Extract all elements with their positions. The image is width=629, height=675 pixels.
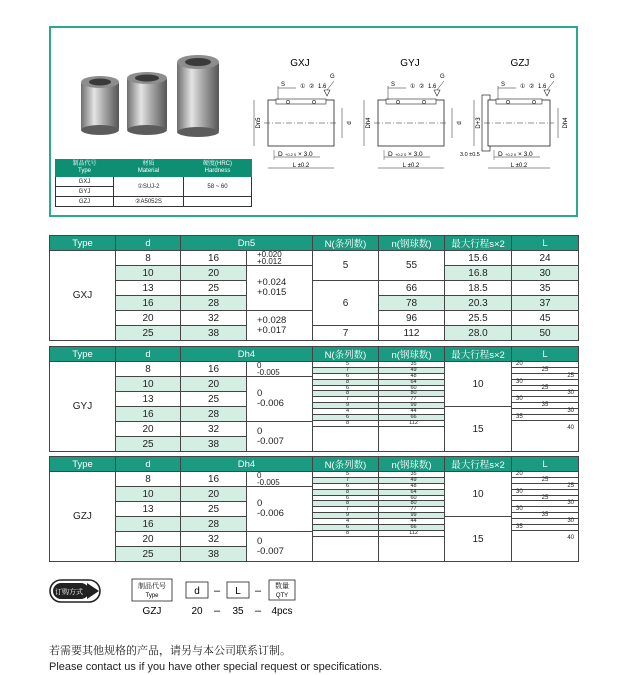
D-cell: 25 (181, 502, 247, 517)
N-value: 6 (313, 525, 378, 531)
tolerance-cell: +0.024 +0.015 (247, 266, 313, 311)
n-value: 80 (379, 501, 444, 507)
tolerance-cell: +0.020 +0.012 (247, 251, 313, 266)
L-cell: 50 (512, 326, 579, 341)
N-value: 7 (313, 368, 378, 374)
n-list-cell (379, 472, 445, 562)
svg-text:+0.2 0: +0.2 0 (395, 152, 407, 157)
d-cell: 13 (116, 392, 181, 407)
N-cell: 6 (313, 281, 379, 326)
d-cell: 20 (116, 532, 181, 547)
L-cell: 30 (512, 266, 579, 281)
svg-text:L: L (235, 586, 241, 597)
N-value: 4 (313, 409, 378, 415)
n-value: 35 (379, 472, 444, 478)
L-value: 30 (512, 490, 578, 496)
n-value: 48 (379, 484, 444, 490)
header-d: d (116, 236, 181, 251)
hardness-cell: 58 ~ 60 (184, 177, 252, 197)
material-cell: ②A5052S (114, 197, 184, 207)
D-cell: 28 (181, 517, 247, 532)
stroke-cell: 10 (445, 362, 512, 407)
d-cell: 16 (116, 407, 181, 422)
L-value: 40 (567, 534, 574, 541)
N-value: 8 (313, 421, 378, 427)
L-value: 30 (512, 397, 578, 403)
N-cell: 7 (313, 326, 379, 341)
svg-text:①: ① (410, 84, 416, 90)
svg-text:–: – (213, 585, 221, 597)
d-cell: 13 (116, 281, 181, 296)
d-cell: 25 (116, 437, 181, 452)
svg-text:G: G (330, 74, 335, 80)
n-value: 112 (379, 531, 444, 537)
svg-text:d: d (194, 586, 200, 597)
svg-text:+0.2 0: +0.2 0 (285, 152, 297, 157)
svg-text:L ±0.2: L ±0.2 (402, 163, 420, 169)
L-value: 30 (512, 391, 578, 397)
material-cell: ①SUJ-2 (114, 177, 184, 197)
bushing-photo (75, 52, 235, 147)
header-type: Type (50, 457, 116, 472)
svg-text:d: d (457, 121, 463, 125)
svg-text:①: ① (520, 84, 526, 90)
drawing-title: GZJ (510, 58, 530, 69)
L-value: 25 (512, 368, 578, 374)
tolerance-cell: 0 -0.006 (247, 377, 313, 422)
d-cell: 10 (116, 487, 181, 502)
D-cell: 16 (181, 362, 247, 377)
N-value: 6 (313, 484, 378, 490)
svg-text:35: 35 (232, 606, 244, 617)
drawing-title: GXJ (290, 58, 310, 69)
L-value: 25 (512, 496, 578, 502)
header-stroke: 最大行程s×2 (445, 457, 512, 472)
bushing-small (81, 76, 119, 135)
n-value: 60 (379, 386, 444, 392)
n-value: 99 (379, 513, 444, 519)
d-cell: 13 (116, 502, 181, 517)
stroke-cell: 15.6 (445, 251, 512, 266)
bushing-large (177, 55, 219, 137)
svg-text:制品代号: 制品代号 (138, 583, 166, 590)
svg-text:L ±0.2: L ±0.2 (510, 163, 528, 169)
header-stroke: 最大行程s×2 (445, 347, 512, 362)
N-list-cell (313, 362, 379, 452)
D-cell: 20 (181, 487, 247, 502)
n-cell: 66 (379, 281, 445, 296)
header-L: L (512, 347, 579, 362)
svg-text:Type: Type (145, 593, 159, 599)
svg-text:②: ② (529, 84, 535, 90)
header-hardness: 硬度(HRC) Hardness (184, 160, 252, 177)
L-cell: 37 (512, 296, 579, 311)
svg-text:× 3.0: × 3.0 (408, 151, 423, 158)
svg-text:G: G (440, 74, 445, 80)
header-stroke: 最大行程s×2 (445, 236, 512, 251)
svg-text:②: ② (309, 84, 315, 90)
L-value: 25 (512, 386, 578, 392)
svg-text:–: – (254, 605, 262, 617)
D-cell: 16 (181, 472, 247, 487)
d-cell: 25 (116, 326, 181, 341)
bushing-medium (127, 72, 167, 135)
D-cell: 38 (181, 547, 247, 562)
n-value: 60 (379, 496, 444, 502)
technical-drawings (243, 54, 573, 184)
header-D: Dh4 (181, 457, 313, 472)
header-type: Type (50, 347, 116, 362)
d-cell: 10 (116, 377, 181, 392)
n-value: 77 (379, 397, 444, 403)
type-cell: GXJ (50, 251, 116, 341)
d-cell: 10 (116, 266, 181, 281)
D-cell: 20 (181, 377, 247, 392)
svg-text:L ±0.2: L ±0.2 (292, 163, 310, 169)
L-value: 30 (512, 380, 578, 386)
L-value: 30 (512, 519, 578, 525)
L-cell: 45 (512, 311, 579, 326)
L-value: 25 (512, 484, 578, 490)
svg-text:–: – (254, 585, 262, 597)
n-value: 49 (379, 478, 444, 484)
stroke-cell: 15 (445, 517, 512, 562)
stroke-cell: 28.0 (445, 326, 512, 341)
n-cell: 96 (379, 311, 445, 326)
stroke-cell: 16.8 (445, 266, 512, 281)
svg-text:4pcs: 4pcs (271, 606, 293, 617)
order-method (49, 577, 389, 617)
n-value: 80 (379, 391, 444, 397)
type-cell: GYJ (50, 362, 116, 452)
L-value: 30 (512, 409, 578, 415)
N-value: 9 (313, 403, 378, 409)
tolerance-cell: +0.028 +0.017 (247, 311, 313, 341)
svg-text:1.6: 1.6 (538, 84, 547, 90)
L-list-cell (512, 472, 579, 562)
material-table (55, 159, 252, 207)
N-value: 8 (313, 380, 378, 386)
D-cell: 28 (181, 296, 247, 311)
n-value: 35 (379, 362, 444, 368)
N-list-cell (313, 472, 379, 562)
svg-text:Dn5: Dn5 (256, 117, 262, 129)
svg-text:S: S (391, 82, 396, 88)
type-cell: GZJ (50, 472, 116, 562)
svg-text:S: S (501, 82, 506, 88)
svg-text:1.6: 1.6 (318, 84, 327, 90)
stroke-cell: 15 (445, 407, 512, 452)
d-cell: 16 (116, 517, 181, 532)
n-value: 49 (379, 368, 444, 374)
stroke-cell: 20.3 (445, 296, 512, 311)
n-cell: 78 (379, 296, 445, 311)
N-value: 8 (313, 391, 378, 397)
N-value: 5 (313, 472, 378, 478)
N-value: 6 (313, 386, 378, 392)
L-value: 35 (512, 525, 578, 531)
N-value: 7 (313, 397, 378, 403)
L-list-cell (512, 362, 579, 452)
hardness-empty (184, 197, 252, 207)
n-value: 64 (379, 490, 444, 496)
D-cell: 32 (181, 311, 247, 326)
svg-text:①: ① (300, 84, 306, 90)
N-value: 6 (313, 415, 378, 421)
type-cell: GXJ (56, 177, 114, 187)
svg-text:数量: 数量 (275, 583, 289, 590)
n-cell: 55 (379, 251, 445, 281)
L-value: 25 (512, 374, 578, 380)
d-cell: 8 (116, 362, 181, 377)
L-value: 30 (512, 507, 578, 513)
tolerance-cell: 0 -0.007 (247, 532, 313, 562)
gyj-spec-table (49, 346, 579, 452)
svg-text:–: – (213, 605, 221, 617)
header-N: N(条列数) (313, 347, 379, 362)
svg-text:× 3.0: × 3.0 (298, 151, 313, 158)
D-cell: 20 (181, 266, 247, 281)
n-value: 66 (379, 525, 444, 531)
header-n: n(钢球数) (379, 236, 445, 251)
d-cell: 20 (116, 422, 181, 437)
svg-text:D: D (388, 151, 393, 158)
d-cell: 20 (116, 311, 181, 326)
header-L: L (512, 236, 579, 251)
header-d: d (116, 347, 181, 362)
D-cell: 32 (181, 422, 247, 437)
D-cell: 38 (181, 326, 247, 341)
svg-text:3.0 ±0.5: 3.0 ±0.5 (460, 152, 480, 158)
header-L: L (512, 457, 579, 472)
tolerance-cell: 0 -0.006 (247, 487, 313, 532)
n-value: 99 (379, 403, 444, 409)
tolerance-cell: 0 -0.005 (247, 472, 313, 487)
N-value: 8 (313, 531, 378, 537)
D-cell: 38 (181, 437, 247, 452)
type-cell: GYJ (56, 187, 114, 197)
N-value: 6 (313, 496, 378, 502)
svg-text:D: D (498, 151, 503, 158)
D-cell: 25 (181, 392, 247, 407)
N-value: 6 (313, 374, 378, 380)
n-cell: 112 (379, 326, 445, 341)
N-value: 8 (313, 490, 378, 496)
N-value: 9 (313, 513, 378, 519)
D-cell: 16 (181, 251, 247, 266)
order-badge (50, 580, 100, 602)
svg-text:Dh4: Dh4 (563, 117, 569, 129)
D-cell: 28 (181, 407, 247, 422)
contact-notes (49, 643, 382, 675)
L-value: 35 (512, 513, 578, 519)
n-list-cell (379, 362, 445, 452)
D-cell: 32 (181, 532, 247, 547)
header-type: 制品代号 Type (56, 160, 114, 177)
header-n: n(钢球数) (379, 457, 445, 472)
n-value: 66 (379, 415, 444, 421)
tolerance-cell: 0 -0.007 (247, 422, 313, 452)
header-N: N(条列数) (313, 457, 379, 472)
note-cn: 若需要其他规格的产品，请另与本公司联系订制。 (49, 645, 291, 657)
L-value: 35 (512, 415, 578, 421)
svg-text:20: 20 (191, 606, 203, 617)
svg-text:D: D (278, 151, 283, 158)
L-cell: 35 (512, 281, 579, 296)
L-value: 25 (512, 478, 578, 484)
svg-text:× 3.0: × 3.0 (518, 151, 533, 158)
drawing-title: GYJ (400, 58, 420, 69)
N-cell: 5 (313, 251, 379, 281)
n-value: 44 (379, 409, 444, 415)
svg-text:D+3: D+3 (476, 117, 482, 129)
gxj-spec-table (49, 235, 579, 341)
L-value: 30 (512, 501, 578, 507)
L-value: 40 (567, 424, 574, 431)
header-material: 材质 Material (114, 160, 184, 177)
gzj-spec-table (49, 456, 579, 562)
n-value: 77 (379, 507, 444, 513)
type-cell: GZJ (56, 197, 114, 207)
n-value: 64 (379, 380, 444, 386)
svg-text:②: ② (419, 84, 425, 90)
tolerance-cell: 0 -0.005 (247, 362, 313, 377)
stroke-cell: 10 (445, 472, 512, 517)
svg-text:G: G (550, 74, 555, 80)
stroke-cell: 18.5 (445, 281, 512, 296)
N-value: 5 (313, 362, 378, 368)
note-en: Please contact us if you have other special request or specifications. (49, 661, 383, 673)
header-D: Dn5 (181, 236, 313, 251)
D-cell: 25 (181, 281, 247, 296)
svg-text:GZJ: GZJ (142, 606, 162, 617)
N-value: 4 (313, 519, 378, 525)
header-d: d (116, 457, 181, 472)
svg-text:d: d (347, 121, 353, 125)
n-value: 44 (379, 519, 444, 525)
header-D: Dh4 (181, 347, 313, 362)
L-value: 20 (512, 472, 578, 478)
svg-text:+0.2 0: +0.2 0 (505, 152, 517, 157)
d-cell: 25 (116, 547, 181, 562)
N-value: 7 (313, 507, 378, 513)
d-cell: 8 (116, 472, 181, 487)
L-value: 20 (512, 362, 578, 368)
d-cell: 8 (116, 251, 181, 266)
svg-text:Dh4: Dh4 (366, 117, 372, 129)
L-cell: 24 (512, 251, 579, 266)
svg-text:QTY: QTY (275, 593, 289, 599)
d-cell: 16 (116, 296, 181, 311)
header-n: n(钢球数) (379, 347, 445, 362)
stroke-cell: 25.5 (445, 311, 512, 326)
n-value: 48 (379, 374, 444, 380)
L-value: 35 (512, 403, 578, 409)
header-N: N(条列数) (313, 236, 379, 251)
header-type: Type (50, 236, 116, 251)
N-value: 8 (313, 501, 378, 507)
svg-text:S: S (281, 82, 286, 88)
n-value: 112 (379, 421, 444, 427)
svg-text:订购方式: 订购方式 (55, 589, 83, 596)
svg-text:1.6: 1.6 (428, 84, 437, 90)
N-value: 7 (313, 478, 378, 484)
